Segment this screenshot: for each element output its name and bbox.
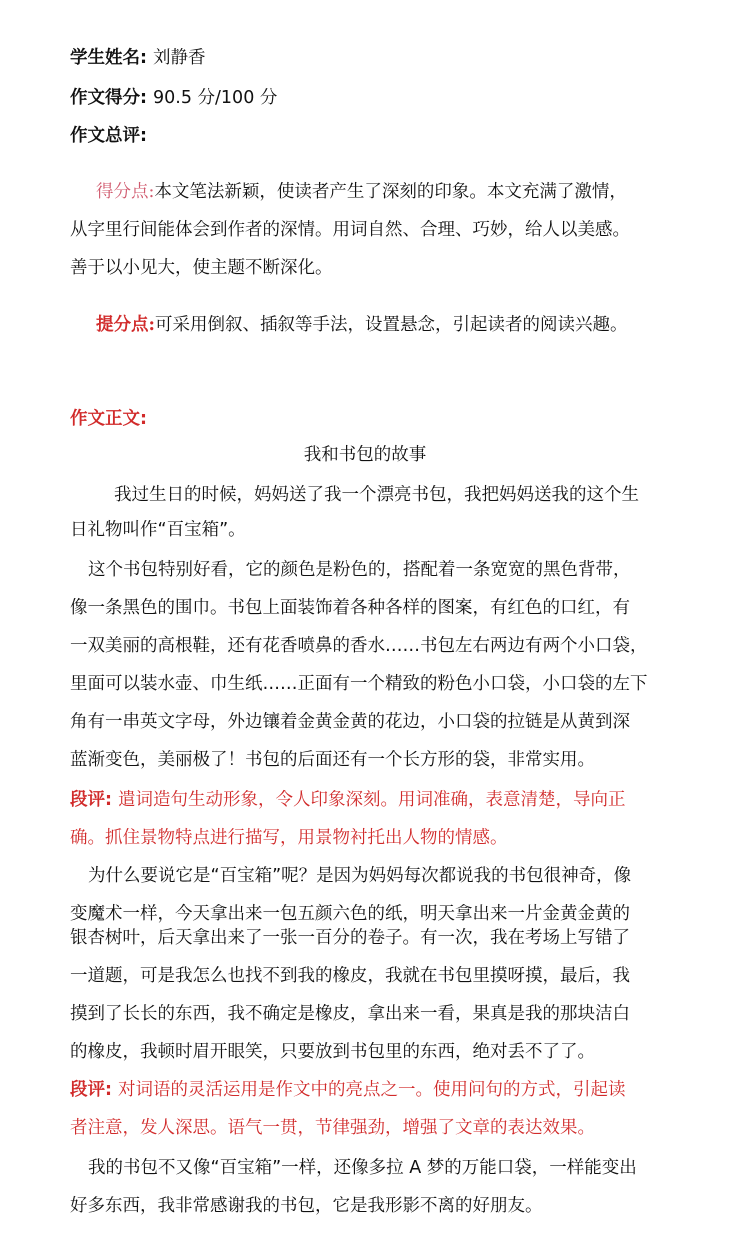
p3-line-5: 摸到了长长的东西，我不确定是橡皮，拿出来一看，果真是我的那块洁白 — [70, 1004, 630, 1024]
comment1-line-1 — [70, 786, 626, 811]
p2-line-6: 蓝渐变色，美丽极了！书包的后面还有一个长方形的袋，非常实用。 — [70, 750, 595, 770]
p1-line-2: 日礼物叫作“百宝箱”。 — [70, 520, 246, 540]
comment1-text-1: 遣词造句生动形象，令人印象深刻。用词准确，表意清楚，导向正 — [118, 790, 626, 810]
comment1-line-2: 确。抓住景物特点进行描写，用景物衬托出人物的情感。 — [70, 828, 508, 848]
p2-line-1: 这个书包特别好看，它的颜色是粉色的，搭配着一条宽宽的黑色背带， — [88, 560, 631, 580]
p2-line-2: 像一条黑色的围巾。书包上面装饰着各种各样的图案，有红色的口红，有 — [70, 598, 630, 618]
comment2-line-2: 者注意，发人深思。语气一贯，节律强劲，增强了文章的表达效果。 — [70, 1118, 595, 1138]
p2-line-3: 一双美丽的高根鞋，还有花香喷鼻的香水……书包左右两边有两个小口袋， — [70, 636, 648, 656]
p4-line-1: 我的书包不又像“百宝箱”一样，还像多拉 A 梦的万能口袋，一样能变出 — [88, 1158, 637, 1178]
comment2-label: 段评: — [70, 1080, 112, 1100]
essay-section-label: 作文正文: — [70, 409, 147, 429]
improve-text: 可采用倒叙、插叙等手法，设置悬念，引起读者的阅读兴趣。 — [154, 315, 628, 335]
score-row — [70, 84, 277, 109]
summary-label: 作文总评: — [70, 126, 147, 146]
strengths-line-2: 从字里行间能体会到作者的深情。用词自然、合理、巧妙，给人以美感。 — [70, 220, 630, 240]
score-label: 作文得分: — [70, 88, 147, 108]
p2-line-4: 里面可以装水壶、巾生纸……正面有一个精致的粉色小口袋，小口袋的左下 — [70, 674, 648, 694]
p3-line-4: 一道题，可是我怎么也找不到我的橡皮，我就在书包里摸呀摸，最后，我 — [70, 966, 630, 986]
improve-line — [96, 311, 627, 336]
student-name-value: 刘静香 — [153, 48, 206, 68]
p3-line-1: 为什么要说它是“百宝箱”呢？是因为妈妈每次都说我的书包很神奇，像 — [88, 866, 632, 886]
p1-line-1: 我过生日的时候，妈妈送了我一个漂亮书包，我把妈妈送我的这个生 — [114, 485, 639, 505]
comment2-line-1 — [70, 1076, 626, 1101]
strengths-text-1: 本文笔法新颖，使读者产生了深刻的印象。本文充满了激情， — [154, 182, 627, 202]
comment1-label: 段评: — [70, 790, 112, 810]
comment2-text-1: 对词语的灵活运用是作文中的亮点之一。使用问句的方式，引起读 — [118, 1080, 626, 1100]
p3-line-6: 的橡皮，我顿时眉开眼笑，只要放到书包里的东西，绝对丢不了了。 — [70, 1042, 595, 1062]
p2-line-5: 角有一串英文字母，外边镶着金黄金黄的花边，小口袋的拉链是从黄到深 — [70, 712, 630, 732]
summary-heading — [70, 122, 147, 147]
score-value: 90.5 分/100 分 — [153, 88, 278, 108]
p3-line-3: 银杏树叶，后天拿出来了一张一百分的卷子。有一次，我在考场上写错了 — [70, 928, 630, 948]
improve-label: 提分点: — [96, 315, 155, 335]
essay-title: 我和书包的故事 — [303, 445, 427, 465]
student-name-label: 学生姓名: — [70, 48, 147, 68]
strengths-line-3: 善于以小见大，使主题不断深化。 — [70, 258, 333, 278]
p4-line-2: 好多东西，我非常感谢我的书包，它是我形影不离的好朋友。 — [70, 1196, 543, 1216]
p3-line-2: 变魔术一样，今天拿出来一包五颜六色的纸，明天拿出来一片金黄金黄的 — [70, 904, 630, 924]
strengths-line-1 — [96, 178, 627, 203]
strengths-label: 得分点: — [96, 182, 155, 202]
student-name-row — [70, 44, 206, 69]
